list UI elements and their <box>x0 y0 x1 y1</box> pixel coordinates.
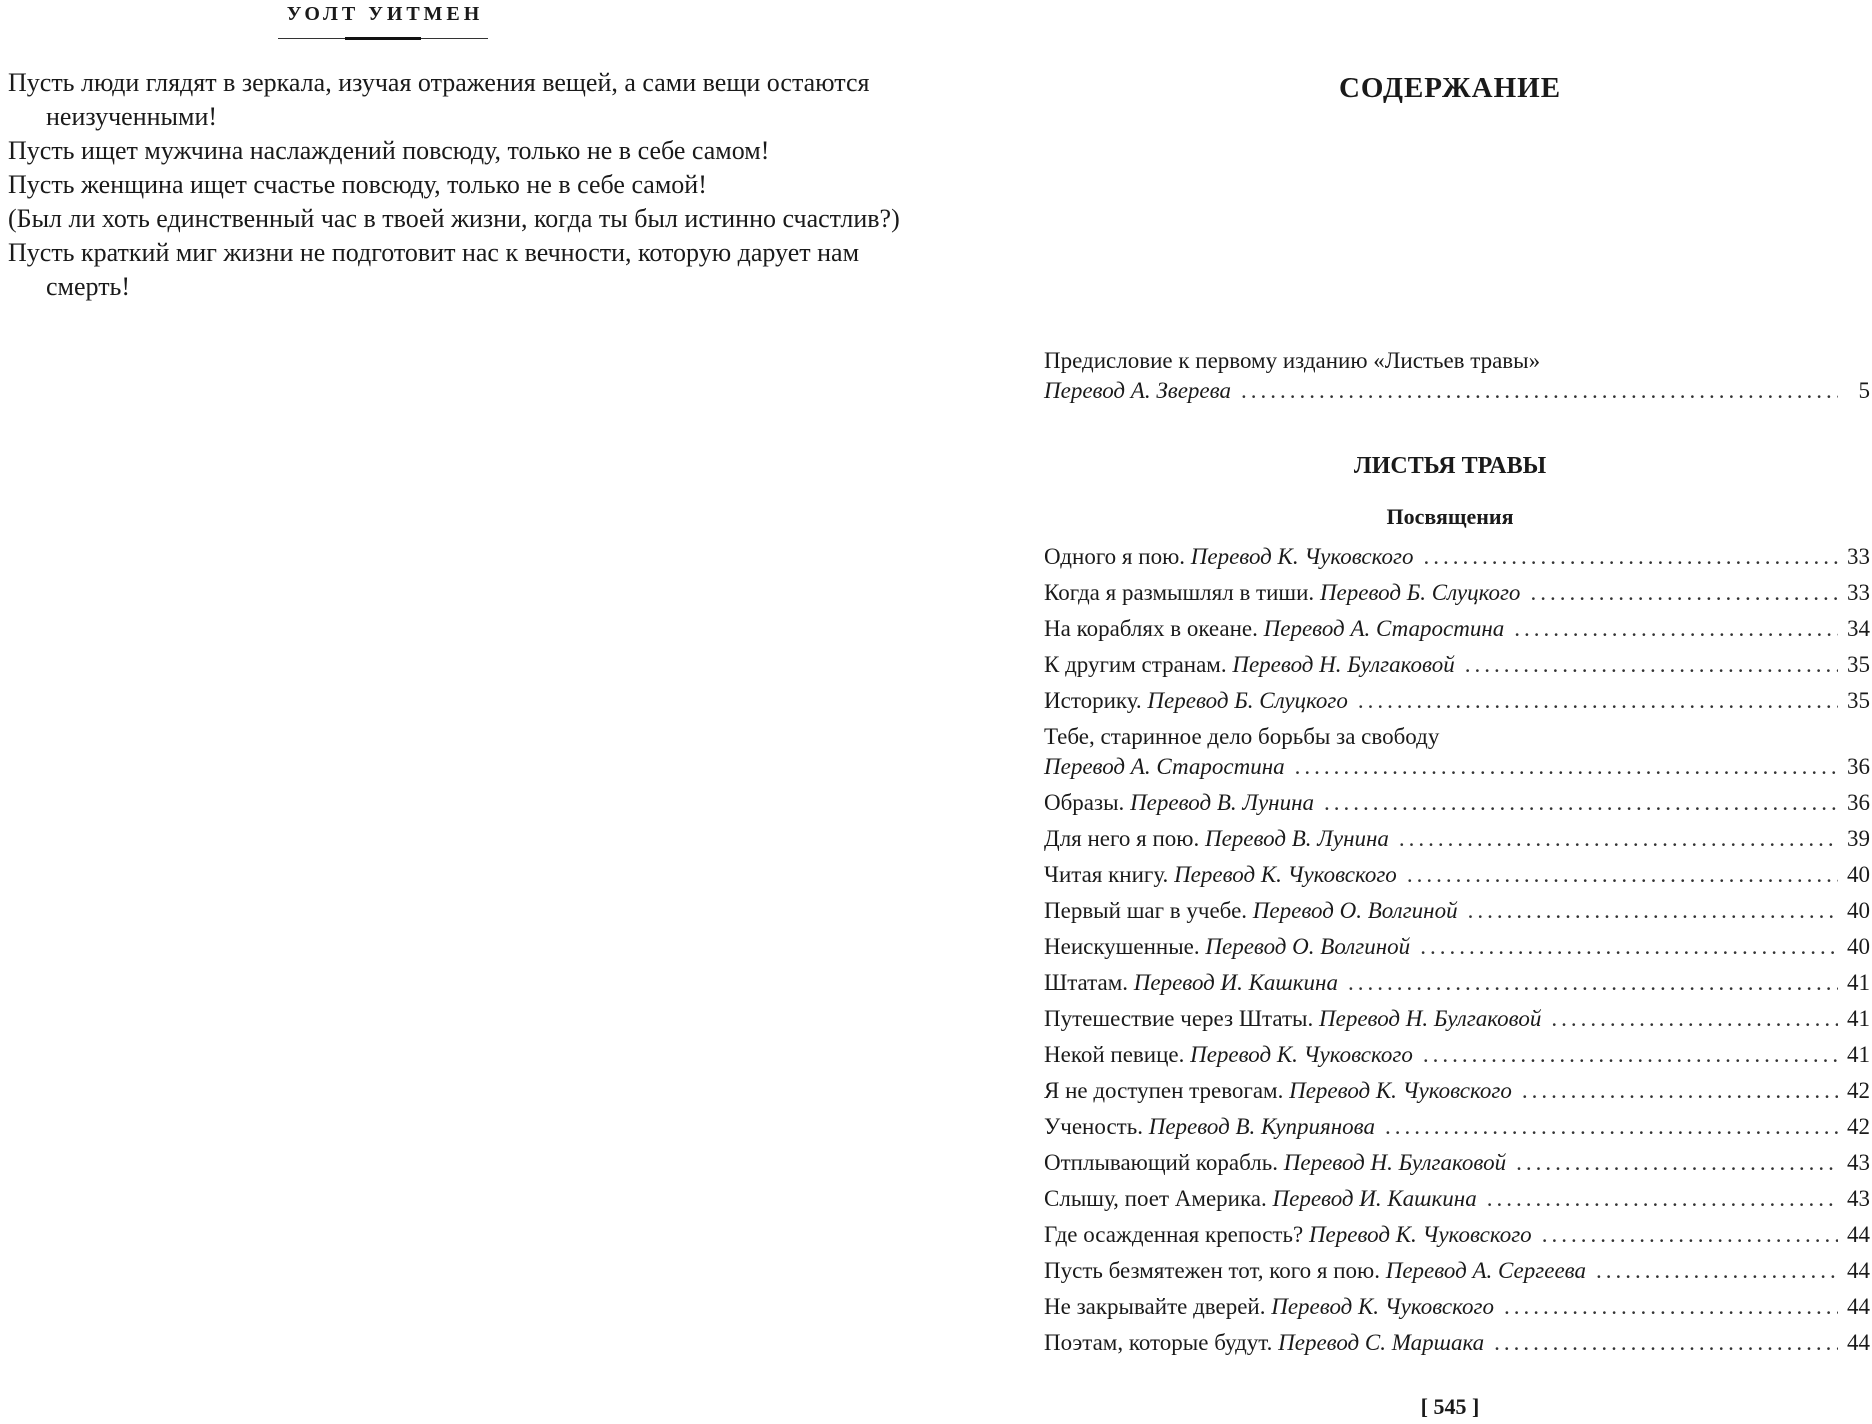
toc-entry-translator: Перевод А. Старостина <box>1263 616 1505 641</box>
dot-leader <box>1522 1076 1838 1106</box>
toc-list <box>1044 542 1870 1364</box>
toc-entry-page: 43 <box>1847 1150 1870 1175</box>
toc-entry-translator: Перевод К. Чуковского <box>1190 1042 1413 1067</box>
toc-entry-translator: Перевод А. Зверева <box>1044 378 1231 403</box>
toc-entry[interactable] <box>1044 1256 1870 1286</box>
toc-entry-translator: Перевод А. Сергеева <box>1385 1258 1586 1283</box>
poem-line: Пусть ищет мужчина наслаждений повсюду, только не в себе самом! <box>8 136 770 165</box>
toc-entry[interactable] <box>1044 614 1870 644</box>
toc-entry-title: Предисловие к первому изданию «Листьев травы» <box>1044 348 1541 373</box>
toc-entry-translator: Перевод Н. Булгаковой <box>1283 1150 1507 1175</box>
toc-entry-title: Тебе, старинное дело борьбы за свободу <box>1044 724 1440 749</box>
toc-entry-page: 35 <box>1847 688 1870 713</box>
toc-entry-title: Когда я размышлял в тиши. <box>1044 580 1315 605</box>
toc-entry-leader-row <box>1044 896 1870 926</box>
dot-leader <box>1385 1112 1838 1142</box>
toc-entry-translator: Перевод К. Чуковского <box>1308 1222 1532 1247</box>
toc-entry[interactable] <box>1044 686 1870 716</box>
toc-entry-page: 44 <box>1847 1294 1870 1319</box>
toc-entry-title: Путешествие через Штаты. <box>1044 1006 1314 1031</box>
toc-entry-page: 41 <box>1847 1042 1870 1067</box>
toc-entry[interactable] <box>1044 1148 1870 1178</box>
toc-entry[interactable] <box>1044 896 1870 926</box>
toc-entry-leader-row <box>1044 1256 1870 1286</box>
toc-entry[interactable] <box>1044 1076 1870 1106</box>
dot-leader <box>1542 1220 1838 1250</box>
toc-entry-title: Поэтам, которые будут. <box>1044 1330 1273 1355</box>
toc-entry-translator: Перевод Н. Булгаковой <box>1319 1006 1542 1031</box>
toc-entry-page: 44 <box>1847 1330 1870 1355</box>
toc-entry-translator: Перевод А. Старостина <box>1044 754 1285 779</box>
toc-entry-title: Где осажденная крепость? <box>1044 1222 1304 1247</box>
toc-entry-title: Историку. <box>1044 688 1142 713</box>
toc-entry-page: 41 <box>1847 1006 1870 1031</box>
toc-entry-translator: Перевод О. Волгиной <box>1205 934 1411 959</box>
toc-entry-page: 42 <box>1847 1114 1870 1139</box>
toc-entry-page: 40 <box>1847 934 1870 959</box>
toc-entry-title: Одного я пою. <box>1044 544 1185 569</box>
toc-entry[interactable] <box>1044 788 1870 818</box>
toc-entry-title: Читая книгу. <box>1044 862 1169 887</box>
toc-entry-page: 36 <box>1847 754 1870 779</box>
dot-leader <box>1420 932 1838 962</box>
toc-entry-title: Не закрывайте дверей. <box>1044 1294 1266 1319</box>
toc-entry-title: Некой певице. <box>1044 1042 1185 1067</box>
toc-entry-translator: Перевод О. Волгиной <box>1252 898 1458 923</box>
toc-entry-translator: Перевод В. Лунина <box>1204 826 1389 851</box>
toc-title: СОДЕРЖАНИЕ <box>1338 72 1562 104</box>
toc-entry-leader-row <box>1044 1004 1870 1034</box>
toc-entry-leader-row <box>1044 824 1870 854</box>
toc-entry[interactable] <box>1044 1220 1870 1250</box>
toc-entry[interactable] <box>1044 968 1870 998</box>
toc-entry-translator: Перевод И. Кашкина <box>1272 1186 1477 1211</box>
section-title: ЛИСТЬЯ ТРАВЫ <box>1353 453 1547 479</box>
toc-entry-title: Образы. <box>1044 790 1125 815</box>
dot-leader <box>1504 1292 1838 1322</box>
toc-entry[interactable] <box>1044 860 1870 890</box>
toc-entry-leader-row <box>1044 376 1870 406</box>
poem-line: (Был ли хоть единственный час в твоей жизни, когда ты был истинно счастлив?) <box>8 204 900 233</box>
toc-entry[interactable] <box>1044 1328 1870 1358</box>
toc-entry-leader-row <box>1044 686 1870 716</box>
dot-leader <box>1324 788 1838 818</box>
toc-entry-page: 41 <box>1847 970 1870 995</box>
toc-entry-translator: Перевод К. Чуковского <box>1190 544 1414 569</box>
toc-entry[interactable] <box>1044 932 1870 962</box>
toc-entry-title: Я не доступен тревогам. <box>1044 1078 1284 1103</box>
dot-leader <box>1551 1004 1838 1034</box>
toc-entry[interactable] <box>1044 542 1870 572</box>
toc-entry-page: 33 <box>1847 544 1870 569</box>
toc-entry[interactable] <box>1044 824 1870 854</box>
dot-leader <box>1424 542 1839 572</box>
toc-entry-title: На кораблях в океане. <box>1044 616 1258 641</box>
toc-entry-page: 34 <box>1847 616 1870 641</box>
toc-entry-leader-row <box>1044 578 1870 608</box>
subsection-title: Посвящения <box>1386 504 1514 529</box>
toc-entry-leader-row <box>1044 1112 1870 1142</box>
toc-entry-page: 42 <box>1847 1078 1870 1103</box>
dot-leader <box>1399 824 1838 854</box>
dot-leader <box>1423 1040 1838 1070</box>
toc-entry-translator: Перевод С. Маршака <box>1278 1330 1485 1355</box>
toc-entry-leader-row <box>1044 1148 1870 1178</box>
toc-entry-title: Отплывающий корабль. <box>1044 1150 1278 1175</box>
toc-entry[interactable] <box>1044 1004 1870 1034</box>
poem-line: Пусть женщина ищет счастье повсюду, только не в себе самой! <box>8 170 707 199</box>
poem-line: Пусть люди глядят в зеркала, изучая отражения вещей, а сами вещи остаются неизученными! <box>8 68 870 131</box>
toc-entry[interactable] <box>1044 1292 1870 1322</box>
toc-entry-leader-row <box>1044 650 1870 680</box>
toc-entry-title: Пусть безмятежен тот, кого я пою. <box>1044 1258 1380 1283</box>
toc-entry-page: 5 <box>1858 378 1870 403</box>
toc-entry-translator: Перевод И. Кашкина <box>1133 970 1338 995</box>
dot-leader <box>1348 968 1838 998</box>
toc-entry-title: Первый шаг в учебе. <box>1044 898 1248 923</box>
toc-entry-page: 40 <box>1847 898 1870 923</box>
dot-leader <box>1487 1184 1838 1214</box>
right-page <box>1040 0 1872 1424</box>
toc-entry-page: 35 <box>1847 652 1870 677</box>
toc-entry-leader-row <box>1044 1184 1870 1214</box>
toc-entry-leader-row <box>1044 752 1870 782</box>
toc-entry-title: Ученость. <box>1044 1114 1143 1139</box>
toc-entry-title: Штатам. <box>1044 970 1128 995</box>
toc-entry-title: Слышу, поет Америка. <box>1044 1186 1267 1211</box>
dot-leader <box>1358 686 1838 716</box>
toc-entry[interactable] <box>1044 1184 1870 1214</box>
toc-entry-title: Для него я пою. <box>1044 826 1200 851</box>
running-head: УОЛТ УИТМЕН <box>286 3 484 25</box>
running-head-rule-accent <box>345 37 421 40</box>
toc-entry-page: 44 <box>1847 1258 1870 1283</box>
dot-leader <box>1295 752 1838 782</box>
toc-entry[interactable] <box>1044 1040 1870 1070</box>
toc-entry-title: К другим странам. <box>1044 652 1227 677</box>
dot-leader <box>1494 1328 1838 1358</box>
poem-text <box>8 66 908 304</box>
dot-leader <box>1407 860 1838 890</box>
toc-entry-page: 36 <box>1847 790 1870 815</box>
toc-entry-leader-row <box>1044 932 1870 962</box>
toc-entry-translator: Перевод В. Лунина <box>1130 790 1315 815</box>
dot-leader <box>1241 376 1838 406</box>
toc-entry-translator: Перевод К. Чуковского <box>1289 1078 1512 1103</box>
page-number: [ 545 ] <box>1420 1394 1480 1419</box>
toc-entry[interactable] <box>1044 722 1870 782</box>
toc-entry[interactable] <box>1044 1112 1870 1142</box>
dot-leader <box>1468 896 1838 926</box>
dot-leader <box>1530 578 1838 608</box>
toc-entry-leader-row <box>1044 1292 1870 1322</box>
toc-entry-leader-row <box>1044 1040 1870 1070</box>
toc-entry[interactable] <box>1044 650 1870 680</box>
toc-entry-leader-row <box>1044 1220 1870 1250</box>
toc-entry-leader-row <box>1044 1076 1870 1106</box>
poem-line: Пусть краткий миг жизни не подготовит нас к вечности, которую дарует нам смерть! <box>8 238 860 301</box>
dot-leader <box>1596 1256 1838 1286</box>
left-page <box>0 0 920 1424</box>
toc-entry-preface[interactable] <box>1044 346 1870 406</box>
dot-leader <box>1465 650 1838 680</box>
dot-leader <box>1514 614 1838 644</box>
toc-entry-leader-row <box>1044 614 1870 644</box>
toc-entry-leader-row <box>1044 788 1870 818</box>
toc-entry-leader-row <box>1044 542 1870 572</box>
toc-entry-leader-row <box>1044 860 1870 890</box>
toc-entry-translator: Перевод К. Чуковского <box>1174 862 1397 887</box>
toc-entry-page: 33 <box>1847 580 1870 605</box>
toc-entry-title: Неискушенные. <box>1044 934 1200 959</box>
toc-entry-translator: Перевод Б. Слуцкого <box>1147 688 1348 713</box>
toc-entry-translator: Перевод Б. Слуцкого <box>1319 580 1521 605</box>
toc-entry-translator: Перевод К. Чуковского <box>1271 1294 1494 1319</box>
toc-entry-leader-row <box>1044 968 1870 998</box>
toc-entry-page: 44 <box>1847 1222 1870 1247</box>
toc-entry[interactable] <box>1044 578 1870 608</box>
toc-entry-page: 40 <box>1847 862 1870 887</box>
toc-entry-page: 43 <box>1847 1186 1870 1211</box>
toc-entry-page: 39 <box>1847 826 1870 851</box>
toc-entry-translator: Перевод В. Куприянова <box>1148 1114 1375 1139</box>
toc-entry-leader-row <box>1044 1328 1870 1358</box>
dot-leader <box>1516 1148 1838 1178</box>
toc-entry-translator: Перевод Н. Булгаковой <box>1232 652 1455 677</box>
